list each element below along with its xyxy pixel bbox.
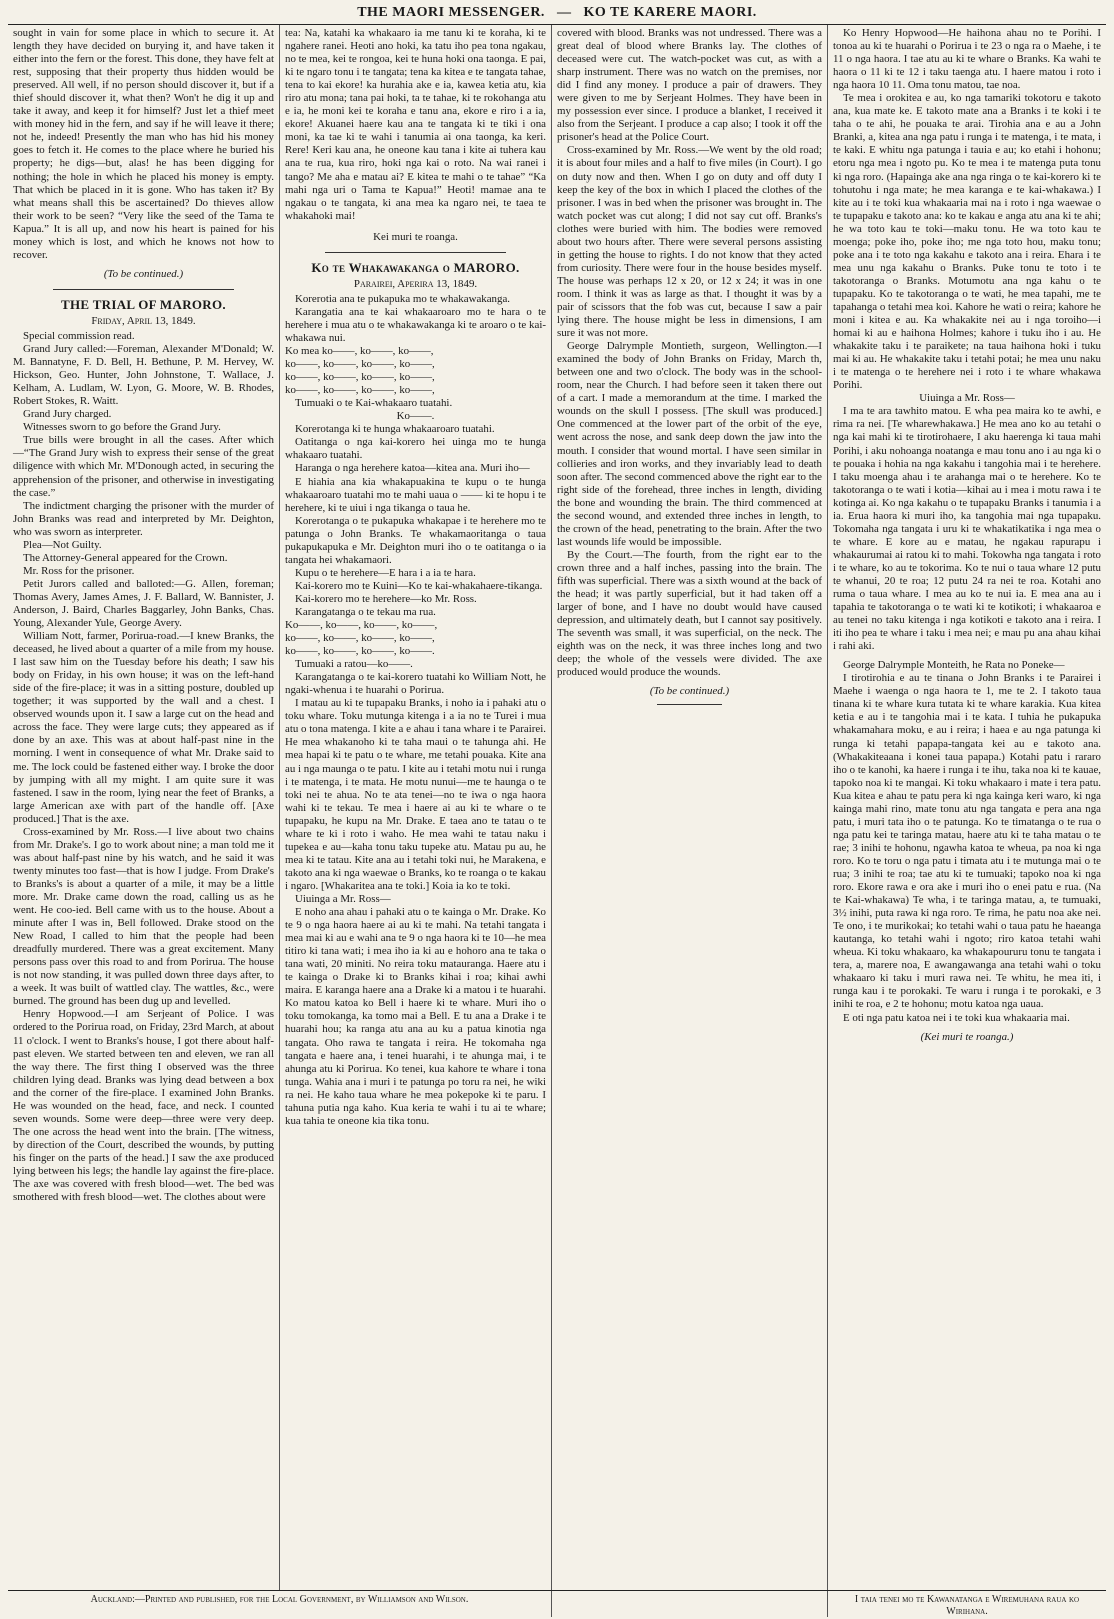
paragraph: The indictment charging the prisoner with the murder of John Branks was read and interpreted by Mr. Deighton, who was sworn as interpreter. — [13, 499, 274, 538]
paragraph: Korerotia ana te pukapuka mo te whakawakanga. — [295, 292, 510, 305]
article-date: Parairei, Aperira 13, 1849. — [353, 277, 478, 290]
paragraph: Kai-korero mo te Kuini—Ko te kai-whakahaere-tikanga. — [295, 579, 543, 592]
paragraph: Grand Jury called:—Foreman, Alexander M'Donald; W. M. Bannatyne, F. D. Bell, H. Bethune, P. M. Hervey, W. Hickson, Geo. Hunter, John Johnstone, T. Wallace, J. Kelham, A. Ludlam, W. Lyon, G. Moore, W. B. Rhodes, Robert Stokes, R. Waitt. — [13, 343, 274, 408]
names-line: ko——, ko——, ko——, ko——, — [285, 632, 435, 645]
divider — [53, 289, 234, 290]
names-line: ko——, ko——, ko——, ko——, — [285, 371, 435, 384]
names-line: ko——, ko——, ko——, ko——, — [285, 358, 435, 371]
column-3 — [552, 25, 828, 1590]
masthead-dash: — — [556, 5, 572, 20]
paragraph: Plea—Not Guilty. — [23, 538, 102, 551]
column-1 — [8, 25, 280, 1590]
paragraph: Oatitanga o nga kai-korero hei uinga mo te hunga whakaaro tuatahi. — [285, 436, 546, 462]
paragraph: William Nott, farmer, Porirua-road.—I knew Branks, the deceased, he lived about a quarter of a mile from my house. I last saw him on the Tuesday before his death; I saw his body on Friday, in his own house; it was on the left-hand side of the fire-place; it was in a sitting posture, doubled up together; it was supported by the wall and a chest. I observed wounds upon it. I saw a large cut on the head and across the face. They were large cuts; they appeared as if done by an axe. This was at about half-past nine in the morning. I went in consequence of what Mr. Drake said to me. The lock could be fastened either way. I broke the door by jumping with all my might. I am quite sure it was fastened. I saw in the room, lying near the feet of Branks, a large American axe with part of the handle off. [Axe produced.] That is the axe. — [13, 630, 274, 825]
paragraph: I tirotirohia e au te tinana o John Branks i te Parairei i Maehe i waenga o nga haora te 1, me te 2. I takoto taua tinana ki te whare kura tutata ki te whare karakia. Kua kitea ketia e au i te tangohia mai i te kata. I tuhia he pukapuka whakamahara moku, e au i reira; i haea e au nga patunga ki runga ki tetahi papapa-tangata kei au e takoto ana. (Whakakiteaana i konei taua papapa.) Kotahi patu i rararo iho o te kanohi, ka haere i runga i te ihu, taka noa ki te kauae, tapoko noa ki te mangai. Ki toku whakaaro i mate i tera patu. Kua kitea e ahau te patu pera ki nga kainga keri waro, ki nga kainga mahi rino, mate tonu atu nga tangata e pera ana nga patu, i muri tata iho o te patunga. Ko te timatanga o te rua o nga patu kei te taringa matau, haere atu ki te taha matau o te rae; 3 inihi te hohonu, ngawha katoa te wheua, pa noa ki nga roro. Ko te toru o nga patu i timata atu i te mutunga mai o te rua; 3 inihi te roa; tae atu ki te tumuaki; tapoko noa ki nga roro. Ekore rawa e ora ake i muri iho o enei patu e rua. (Na te Kai-whakawa) Te wha, i te taringa matau, a, te tumuaki, 3½ inihi, puta rawa ki nga roro. Te rima, he patu noa ake nei. Te ono, i te murikokai; ko tetahi wahi o taua patu he haeanga kautanga, ko tetahi wahi i ngoto; riro katoa tetahi wahi wheua. Ki toku whakaaro, ka whakapoururu tonu te tangata i tera, a, marere noa, E awangawanga ana tetahi wahi o toku whakaaro ki taku i muri rawa nei. Te whitu, he mea iti, i runga kau i te porokaki. Te waru i runga i te porokaki, e 3 inihi te roa, e 2 te hohonu; motu katoa nga uaua. — [833, 672, 1101, 1011]
divider — [657, 704, 722, 705]
paragraph: Henry Hopwood.—I am Serjeant of Police. I was ordered to the Porirua road, on Friday, 23rd March, at about 11 o'clock. I went to Branks's house, I got there about half-past eleven. We started between ten and eleven, we ran all the way there. The first thing I observed was the three children lying dead. Branks was lying dead between a box and the corner of the fire-place. I examined John Branks. He was wounded on the head, face, and neck. I counted seven wounds. Some were deep—three were very deep. The one across the head went into the brain. [The witness, by direction of the Court, described the wounds, by putting his finger on the parts of the head.] I saw the axe produced lying between his legs; the handle lay against the fire-place. The axe was covered with fresh blood—wet. The bed was smothered with fresh blood—wet. The clothes about were — [13, 1008, 274, 1204]
trial-body — [13, 330, 274, 1204]
paragraph: Korerotanga o te pukapuka whakapae i te herehere mo te patunga o John Branks. Te whakamaoritanga o taua pukapukapuka e Mr. Deighton muri iho o te oatitanga o ia tangata hei whakamaori. — [285, 514, 546, 566]
imprint-footer — [8, 1590, 1106, 1617]
paragraph: Witnesses sworn to go before the Grand Jury. — [23, 421, 221, 434]
names-line: ko——, ko——, ko——, ko——, — [285, 384, 435, 397]
paragraph: Karangatanga o te tekau ma rua. — [295, 605, 436, 618]
story-text: tea: Na, katahi ka whakaaro ia me tanu ki te koraha, ki te ngahere ranei. Heoti ano hoki, ka tatu iho pea tona ngakau, no te mea, kei te rongoa, kei te huna hoki ona taonga. E pai, ki te ngaro tonu i te tangata; tena ka kitea e te tangata tahae, tena to kai ekore! ka hurahia ake e ia, kawea ketia atu, kia riro atu mona; tana pai hoki, ta te tahae, ki te rokohanga atu e ia, he moni kei te koraha e tanu ana, ekore e riro i a ia, ekore! Akuanei haere kau ana te tangata ki te tiki i ona moni, ka tae ki te wahi i tanumia ai ona taonga, ka keri. Rere! Keri kau ana, he oneone kau tana i kite ai tuhera kau ana te rua, kua riro, hoki nga kai o roto. Na wai ranei i tango? Me aha e matau ai? E kitea te mahi o te tahae” “Ka mahi nga uri o Tama te Kapua!” Heoti! mamae ana te ngakau o te tangata, ki ana mea ka ngaro nei, te taea te whakahoki mai! — [285, 27, 546, 222]
paragraph: Te mea i orokitea e au, ko nga tamariki tokotoru e takoto ana, kua mate ke. E takoto mate ana a Branks i te koki i te taha o te ahi, he pouaka te arai. Tirohia ana e au a John Branki, a, kitea ana nga patu i runga i te matenga, i te mata, i te kaki. E whitu nga patunga i tauia e au; ko etahi i hohonu; etoru nga mea i ngoto pu. Ko te mea i te matenga puta tonu ki nga roro. (Hapainga ake ana nga ringa o te kai-korero ki te tohutohu i nga mate; he mea karanga e te kai-whakawa.) I kite au i te toki kua whakaaria mai na i roto i nga waewae o te tupapaku e takoto ana: ko te kakau e anga atu ana ki te ahi; he wa toto kau te toki—maku tonu. He wa toto kau te moenga; poke iho, poke iho; me nga toto hou, maku tonu; poke ana i te toto nga kakahu e takoto ana i reira. Ehara i te mea unu nga kakahu o Branks. Puke tonu te toto i te takotoranga o Branks. Motumotu ana nga kahu o te tupapaku. Ko te takotoranga o te wati, he mea tapahi, me te tapahanga o tetahi mea koi. Kahore he wati o reira; kahore he moni i kitea e au. Ka whakakite nei au i nga toroiho—i homai ki au e haihona Holmes; kahore i tuku iho i au. He whakakite taku i te paraikete; na taua haihona hoki i tuku mai ki au. He whakakite taku i tetahi potai; he mea unu naku i te matenga o te herehere nei i roto i te whare whakawa Porihi. — [833, 92, 1101, 392]
article-title: THE TRIAL OF MARORO. — [61, 296, 226, 312]
paragraph: Karangatia ana te kai whakaaroaro mo te hara o te herehere i mua atu o te whakawakanga ki te aroaro o te kai-whakawa nui. — [285, 305, 546, 344]
paragraph: Korerotanga ki te hunga whakaaroaro tuatahi. — [295, 423, 495, 436]
names-line: ko——, ko——, ko——, ko——. — [285, 645, 435, 658]
to-be-continued: (Kei muri te roanga.) — [920, 1030, 1014, 1043]
paragraph: E oti nga patu katoa nei i te toki kua whakaaria mai. — [843, 1011, 1070, 1024]
masthead-maori: KO TE KARERE MAORI. — [583, 5, 757, 20]
column-4 — [828, 25, 1106, 1590]
paragraph: Kai-korero mo te herehere—ko Mr. Ross. — [295, 592, 477, 605]
article-date: Friday, April 13, 1849. — [91, 314, 196, 327]
to-be-continued: Kei muri te roanga. — [373, 230, 458, 243]
paragraph: By the Court.—The fourth, from the right ear to the crown three and a half inches, passing into the brain. The fifth was superficial. There was a sixth wound at the back of the head; it was partly superficial, but it had taken off a larger of bone, and I have no doubt would have caused depression, and ultimately death, but I cannot say positively. The seventh was small, it was superficial, on the neck. The eighth was on the neck, it was three inches long and two deep; the whole of the vessels were divided. The axe produced would produce the wounds. — [557, 548, 822, 679]
paragraph: Cross-examined by Mr. Ross.—We went by the old road; it is about four miles and a half to five miles (in Court). I go on duty now and then. When I go on duty and off duty I keep the key of the box in which I placed the clothes of the prisoner. I was in bed when the prisoner was brought in. The watch pocket was cut along; I did not say cut off. Branks's clothes were buried with him. The bodies were removed about two hours after. There were several persons assisting in getting the house to rights. I do not know that they acted from curiosity. There were four in the house besides myself. The house was perhaps 12 x 20, or 12 x 24; it was in one room. I think it was as large as that. I thought it was by a pair of scissors that the fob was cut, because I saw a pair lying there. The house might be less in dimensions, I am sure it was not more. — [557, 144, 822, 340]
paragraph: E hiahia ana kia whakapuakina te kupu o te hunga whakaaroaro tuatahi mo te mahi uaua o —— ki te hopu i te herehere, ki te uiui i nga tikanga o taua he. — [285, 475, 546, 514]
masthead — [8, 4, 1106, 25]
paragraph: I matau au ki te tupapaku Branks, i noho ia i pahaki atu o toku whare. Toku mutunga kitenga i a ia no te Turei i mua atu o tona matenga. I kite a e ahau i tana whare i te Parairei. He mea whakanoho ki te taha maui o te tahunga ahi. He mea hapai ki te patu o te whare, me tetahi pouaka. Kite ana au i nga maunga o te patu. I kite au i tetahi motu nui i runga i te matenga, i te mata. He motu nunui—me te haunga o te toki nei te ahua. No te ata tenei—no te iwa o nga haora wahi ki te tekau. Te mea i haere ai au ki te whare o te tupapaku, he kupu na Mr. Drake. E taea ano te tatau o te whare te ki i roto i waho. He mea wahi te tatau naku i tupekea e au—kaha tonu taku tupeke atu. Matau pu au, he mea ki te tatau. Kite ana au i tetahi toki nui, he Marakena, e takoto ana ki nga waewae o Branks, ko te roanga o te kakau i ngaro. [Whakaritea ana te toki.] Koia ia ko te toki. — [285, 697, 546, 892]
paragraph: I ma te ara tawhito matou. E wha pea maira ko te awhi, e rima ra nei. [Te wharewhakawa.] He mea ano ko au tetahi o nga kai mahi ki te tirotirohaere, I aku haerenga ki taua mahi Porihi, i aku nohoanga noatanga e mau tonu ano i au nga ki o te pouaka i hohia na nga kakahu i tangohia mai i te herehere. I taku moenga ahau i te arahanga mai o te herehere. Ko te takotoranga o te wati i kotia—kihai au i mea i motu rawa i te kotinga ai. Ko nga kakahu o te tupapaku Branks i tanumia i a ia. Erua haora ki muri iho, ka tangohia mai nga tupapaku. Tokomaha nga tangata i uru ki te whakatikatika i nga mea o te whare. E kore au e matau, he ngakau rapurapu i whakaurumai ai ratou ki to mahi. Tokowha nga tangata i roto i te whare, ko au te tokorima. Ko te nui o taua whare 12 putu te whanui, 20 te roa; 12 putu 24 ra nei te roa. Kotahi ano ruma o taua whare. I mea au ko te nui ia. E mea ana au i tapahia te takotoranga o te wati ki te kotikoti; i whakaaroa e au tenei no taku kitenga i nga kotikoti e takoto ana i reira. I iti iho pea te whare i taku i mea nei; e mau pu ana ahau kihai i rahi aki. — [833, 405, 1101, 653]
paragraph: Special commission read. — [23, 329, 135, 342]
imprint-maori: I taia tenei mo te Kawanatanga e Wiremuhana raua ko Wirihana. — [854, 1594, 1080, 1617]
paragraph: Haranga o nga herehere katoa—kitea ana. Muri iho— — [295, 462, 530, 475]
paragraph: The Attorney-General appeared for the Crown. — [23, 551, 228, 564]
section-heading: George Dalrymple Monteith, he Rata no Poneke— — [843, 659, 1065, 672]
masthead-english: THE MAORI MESSENGER. — [357, 5, 545, 20]
paragraph: George Dalrymple Montieth, surgeon, Wellington.—I examined the body of John Branks on Friday, March th, between one and two o'clock. The body was in the school-room, near the Church. I had before seen it taken there out of a cart. I made a memorandum at the time. I marked the wounds on the skull I possess. [The skull was produced.] One commenced at the lower part of the orbit of the eye, went across the nose, and sank deep down the jaw into the mouth. I consider that wound mortal. I have seen similar in collieries and iron works, and they invariably lead to death soon after. The second commenced above the right ear to the right side of the forehead, three inches in length, dividing the bone and wounding the brain. The third commenced at the second wound, and extended three inches in length, to the crown of the head, penetrating to the brain. After the two last wounds life would be impossible. — [557, 340, 822, 548]
paragraph: Ko——. — [396, 410, 435, 423]
article-title: Ko te Whakawakanga o MARORO. — [311, 259, 520, 275]
names-line: Ko——, ko——, ko——, ko——, — [285, 619, 438, 632]
paragraph: Mr. Ross for the prisoner. — [23, 564, 135, 577]
paragraph: Petit Jurors called and balloted:—G. Allen, foreman; Thomas Avery, James Ames, J. F. Ballard, W. Bannister, J. Anderson, J. Baird, Charles Baggarley, John Banks, Chas. Young, Alexander Yule, George Avery. — [13, 577, 274, 630]
paragraph: Tumuaki o te Kai-whakaaro tuatahi. — [295, 397, 453, 410]
imprint-spacer — [552, 1591, 828, 1617]
to-be-continued: (To be continued.) — [103, 267, 184, 280]
to-be-continued: (To be continued.) — [649, 685, 730, 698]
names-line: Ko mea ko——, ko——, ko——, — [285, 345, 434, 358]
paragraph: True bills were brought in all the cases. After which—“The Grand Jury wish to express their sense of the great diligence with which Mr. M'Donough acted, in securing the apprehension of the prisoner, and otherwise in investigating the case.” — [13, 434, 274, 499]
divider — [325, 252, 506, 253]
paragraph: covered with blood. Branks was not undressed. There was a great deal of blood where Branks lay. The clothes of deceased were cut. The watch-pocket was cut, as with a sharp instrument. There was no watch on the premises, nor did I find any money. I produce a pair of drawers. They were given to me by Serjeant Holmes. They have been in my possession ever since. I produce a blanket, I received it also from the Serjeant. I produce a cap also; I took it off the prisoner's head at the Police Court. — [557, 27, 822, 144]
paragraph: E noho ana ahau i pahaki atu o te kainga o Mr. Drake. Ko te 9 o nga haora haere ai au ki te mahi. Na tetahi tangata i mea mai ki au e wahi ana te 9 o nga haora ki te 10—he mea titiro ki tana wati; i mea iho ia ki au e hohoro ana te taka o tana wati, 20 miniti. No reira toku matauranga. Haere atu i te kainga o Drake ki to Branks kihai i roa; kihai awhi maira. E karanga haere ana a Drake ki a matou i te huarahi. Ko matou katoa ko Bell i haere ki te whare. Muri iho o toku tomokanga, ka tomo mai a Bell. E tu ana a Drake i te huarahi hou; ka ranga atu ana au ku a patua kinotia nga tangata. Oho rawa te tangata i reira. He tokomaha nga tangata e haere ana, i tenei huarahi, i te ahunga mai, i te ahunga atu ki Porirua. Ko tenei, kua kahore te whare i tona tunga. Wahia ana i muri i te patunga po toru ra nei, he wiki ra nei. He kaho taua whare he mea pokepoke ki te paru. I tahuna putia nga kaho. Kua keria te wahi i tu ai te whare; kua tahia te oneone kia tika tonu. — [285, 906, 546, 1127]
paragraph: Ko Henry Hopwood—He haihona ahau no te Porihi. I tonoa au ki te huarahi o Porirua i te 23 o nga ra o Maehe, i te 11 o nga haora. I tae atu au ki te whare o Branks. Ka wahi te haora o 11 ki te 12 i taku taenga atu. I haere matou i roto i nga haora 10 11. Oma tonu matou, tae noa. — [833, 27, 1101, 92]
paragraph: Karangatanga o te kai-korero tuatahi ko William Nott, he ngaki-whenua i te huarahi o Porirua. — [285, 671, 546, 697]
paragraph: Uiuinga a Mr. Ross— — [919, 392, 1015, 405]
paragraph: Uiuinga a Mr. Ross— — [295, 893, 391, 905]
column-2 — [280, 25, 552, 1590]
paragraph: Cross-examined by Mr. Ross.—I live about two chains from Mr. Drake's. I go to work about nine; a man told me it was about half-past nine by his watch, and he said it was twenty minutes too fast—that is how I judge. From Drake's to Branks's is about a quarter of a mile, it may be a little more. Mr. Drake came down the road, calling us as he went. He coo-ied. Bell came with us to the house. About a minute after I was in, Bell followed. Drake stood on the New Road, I called to him that the people had been dreadfully murdered. There was a great excitement. Many persons pass over this road to and from Porirua. The house is not now standing, it was pulled down three days after, to a week. It was built of wattled clay. The wattles, &c., were burned. The ground has been dug up and levelled. — [13, 825, 274, 1008]
columns — [8, 25, 1106, 1590]
paragraph: Grand Jury charged. — [23, 408, 112, 421]
story-text: sought in vain for some place in which to secure it. At length they have decided on burying it, and have taken it either into the fern or the forest. This done, they have felt at rest, supposing that their property thus hidden would be preserved. All well, if no person should discover it, but if a thief should discover it, what then? Won't he dig it up and take it away, and keep it for himself? Just let a thief meet with money hid in the fern, and say if he will leave it there; not he, indeed! Presently the man who has hid his money goes to fetch it. He comes to the place where he buried his property; he digs—but, alas! he has been digging for nothing; the hole in which he placed his money is empty. That which be placed in it is gone. Who has taken it? By what means shall this be ascertained? Do thieves allow their work to be seen? “Very like the seed of the Tama te Kapua.” It is all up, and now his heart is pained for his money which is lost, and which he knows not how to recover. — [13, 27, 274, 261]
imprint-english: Auckland:—Printed and published, for the Local Government, by Williamson and Wilson. — [8, 1591, 552, 1617]
paragraph: Kupu o te herehere—E hara i a ia te hara. — [295, 566, 476, 579]
paragraph: Tumuaki a ratou—ko——. — [295, 658, 413, 671]
